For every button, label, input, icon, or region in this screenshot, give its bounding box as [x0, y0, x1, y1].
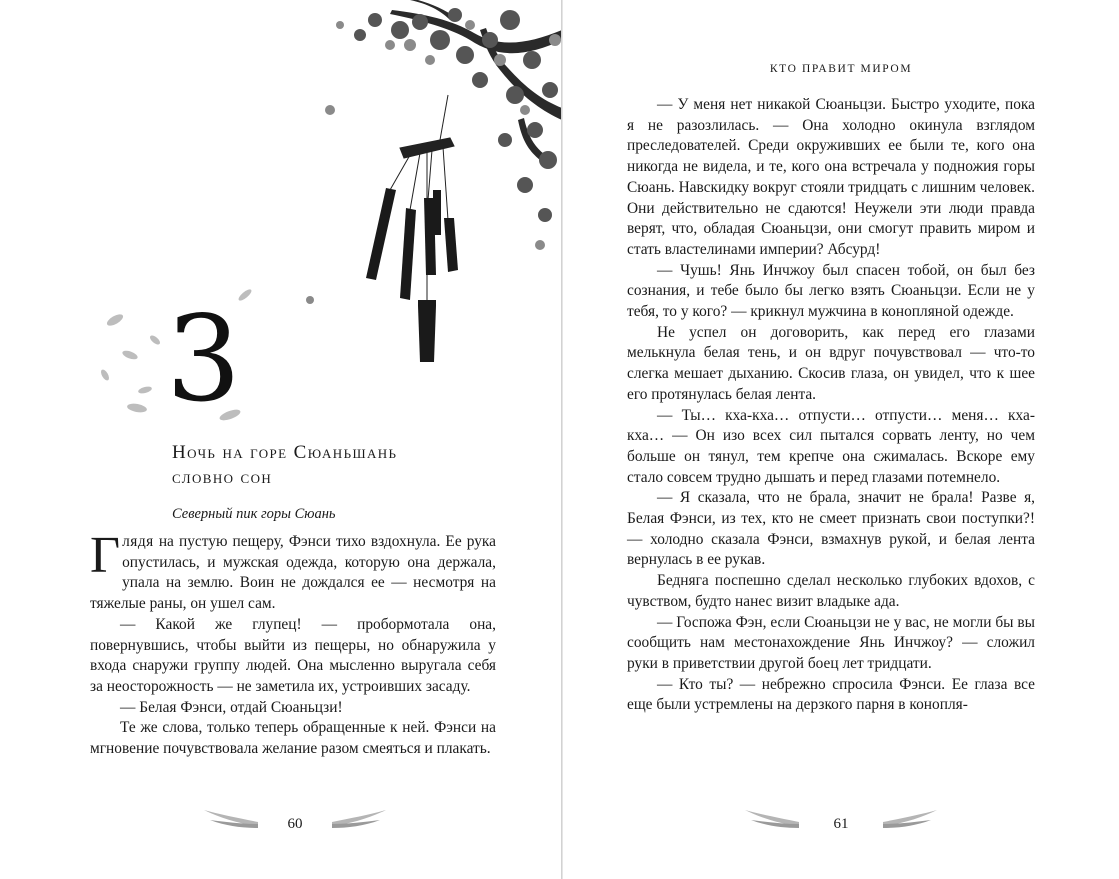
first-word-rest: лядя [122, 533, 154, 550]
leaf-ornament-icon [881, 808, 941, 830]
paragraph: Бедняга поспешно сделал несколько глубоких вдохов, с чувством, будто нанес визит владыке ада. [627, 572, 1035, 610]
chapter-title-line2: словно сон [172, 467, 273, 488]
chapter-title [172, 440, 502, 490]
paragraph: — Какой же глупец! — пробормотала она, повернувшись, чтобы выйти из пещеры, но обнаружила у входа снаружи группу людей. Она мысленно выругала себя за неосторожность — не заметила их, устроивших засаду. [90, 615, 496, 695]
chapter-subtitle: Северный пик горы Сюань [172, 506, 336, 522]
paragraph: — Чушь! Янь Инчжоу был спасен тобой, он был без сознания, и тебе было бы легко взять Сюаньцзи. Если не у тебя, то у кого? — крикнул мужчина в конопляной одежде. [627, 261, 1035, 321]
paragraph: — Я сказала, что не брала, значит не брала! Разве я, Белая Фэнси, из тех, кто не смеет признать свои поступки?! — холодно сказала Фэнси, взмахнув рукой, и белая лента вернулась в ее рукав. [627, 489, 1035, 569]
right-page-footer [741, 808, 941, 838]
paragraph: Те же слова, только теперь обращенные к ней. Фэнси на мгновение почувствовала желание разом смеяться и плакать. [90, 719, 496, 758]
right-page [563, 0, 1119, 879]
paragraph: — Госпожа Фэн, если Сюаньцзи не у вас, не могли бы вы сообщить нам местонахождение Янь Инчжоу? — сложил руки в приветствии другой боец лет тридцати. [627, 613, 1035, 672]
right-page-body [627, 95, 1035, 716]
branch-with-wind-chime-illustration [300, 0, 562, 380]
drop-cap: Г [90, 527, 121, 584]
chapter-title-line1: Ночь на горе Сюаньшань [172, 442, 398, 463]
paragraph: — Кто ты? — небрежно спросила Фэнси. Ее глаза все еще были устремлены на дерзкого парня в конопля- [627, 675, 1035, 714]
running-head: КТО ПРАВИТ МИРОМ [769, 63, 913, 75]
paragraph: — Белая Фэнси, отдай Сюаньцзи! [120, 698, 343, 716]
paragraph: — У меня нет никакой Сюаньцзи. Быстро уходите, пока я не разозлилась. — Она холодно окинула взглядом преследователей. Среди окруживших ее были те, кого она никогда не видела, и те, кого она встречала у подножия горы Сюань. Навскидку вокруг стояли тридцать с лишним человек. Они действительно не сдаются! Неужели эти люди правда верят, что, обладая Сюаньцзи, они смогут править миром и стать властелинами империи? Абсурд! [627, 96, 1035, 258]
paragraph-text: на пустую пещеру, Фэнси тихо вздохнула. Ее рука опустилась, и мужская одежда, которую она держала, упала на землю. Воин не дождался ее — несмотря на тяжелые раны, он ушел сам. [90, 533, 496, 613]
chapter-number: 3 [166, 290, 242, 428]
paragraph: — Ты… кха-кха… отпусти… отпусти… меня… кха-кха… — Он изо всех сил пытался сорвать ленту, но чем больше он тянул, тем крепче она сжималась. Вскоре ему стало совсем трудно дышать и перед глазами потемнело. [627, 406, 1035, 486]
leaf-ornament-icon [330, 808, 390, 830]
paragraph [90, 527, 496, 615]
page-number: 60 [287, 816, 303, 832]
paragraph: Не успел он договорить, как перед его глазами мелькнула белая тень, и он вдруг почувствовал — что-то слегка мешает дыханию. Скосив глаза, он увидел, что к шее его протянулась белая лента. [627, 323, 1035, 403]
page-number: 61 [833, 816, 849, 832]
left-page-body [90, 527, 496, 760]
left-page-footer [200, 808, 390, 838]
